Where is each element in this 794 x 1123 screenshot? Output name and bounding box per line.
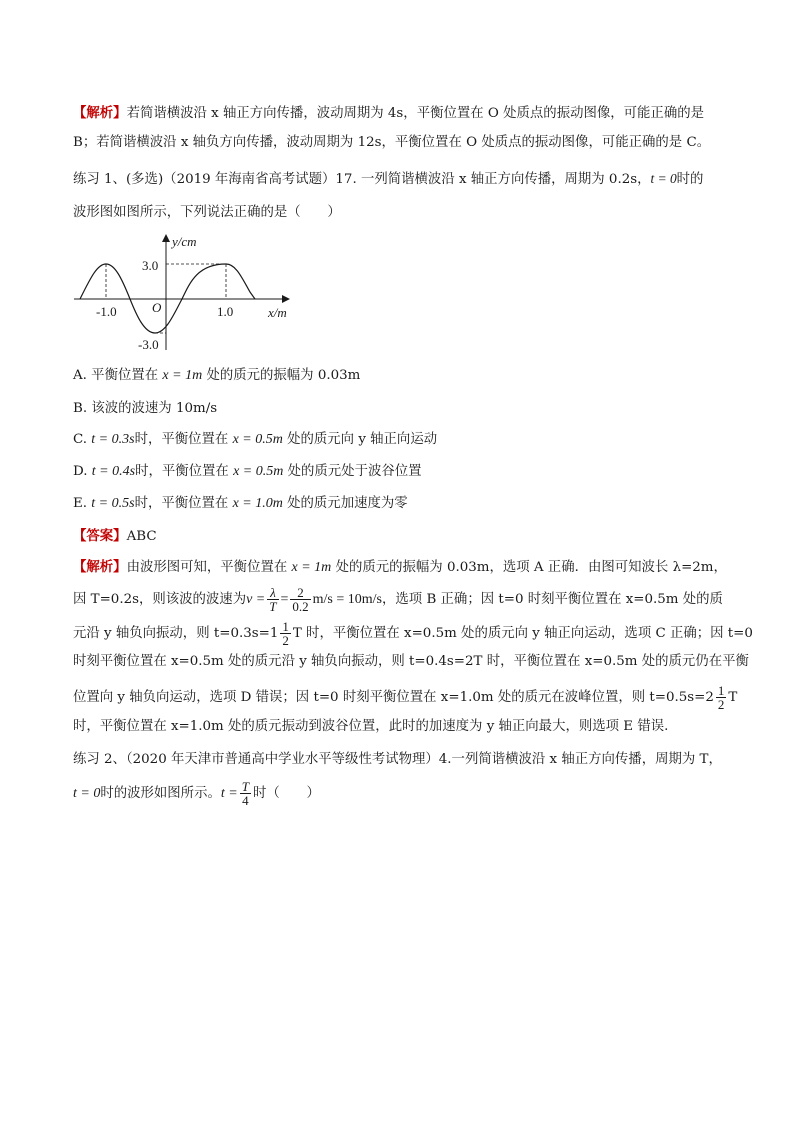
option-c-label: C.: [73, 432, 92, 447]
option-c-math: x = 0.5m: [232, 432, 283, 447]
velocity-result: m/s = 10m/s: [312, 592, 383, 607]
x-axis-label: x/m: [268, 305, 287, 320]
fraction-numerator: λ: [267, 586, 278, 600]
option-c-mid: 时，平衡位置在: [134, 432, 229, 447]
analysis-tag: 【解析】: [73, 559, 127, 575]
analysis-text: T: [728, 690, 738, 705]
option-d-mid: 时，平衡位置在: [135, 464, 229, 479]
option-a: [73, 367, 360, 385]
option-d-time: t = 0.4s: [91, 464, 136, 479]
exercise-2-question: 时（ ）: [252, 786, 320, 801]
option-e-mid: 时，平衡位置在: [134, 496, 229, 511]
exercise-2-text: 时的波形如图所示。: [100, 786, 221, 801]
exercise-1-stem-end: 时的: [676, 172, 704, 187]
option-d: [73, 463, 422, 481]
option-d-text: 处的质元处于波谷位置: [287, 464, 422, 479]
analysis-line-5: [73, 684, 737, 711]
analysis-text: 位置向 y 轴负向运动，选项 D 错误；因 t=0 时刻平衡位置在 x=1.0m 处的质元在波峰位置，则 t=0.5s=2: [73, 690, 714, 705]
y-tick-negative: -3.0: [138, 337, 159, 352]
analysis-line-1: [73, 558, 727, 577]
exercise-1-line-2: [73, 204, 341, 222]
exercise-2-stem: 练习 2、（2020 年天津市普通高中学业水平等级性考试物理）4.一列简谐横波沿 x 轴正方向传播，周期为 T，: [73, 752, 722, 767]
option-c-text: 处的质元向 y 轴正向运动: [287, 432, 438, 447]
analysis-tag: 【解析】: [73, 105, 127, 121]
option-d-label: D.: [73, 464, 92, 479]
equals-sign: =: [280, 592, 289, 607]
answer-value: ABC: [126, 529, 157, 544]
analysis-prev-line-1: [73, 104, 704, 123]
option-c: [73, 431, 437, 449]
fraction-denominator: 2: [717, 697, 725, 712]
option-e-math: x = 1.0m: [232, 496, 283, 511]
option-e: [73, 495, 408, 513]
analysis-prev-line-2: [73, 134, 710, 152]
t-equals: t =: [220, 786, 238, 801]
t-equals-zero: t = 0: [73, 786, 101, 801]
option-b: [73, 400, 217, 418]
exercise-1-question: 波形图如图所示，下列说法正确的是（ ）: [73, 205, 341, 220]
fraction-denominator: T: [269, 599, 277, 614]
answer-line: [73, 527, 157, 546]
analysis-text: T 时，平衡位置在 x=0.5m 处的质元向 y 轴正向运动，选项 C 正确；因 t=0: [292, 626, 753, 641]
fraction-one-half: [716, 684, 727, 711]
t-equals-zero: t = 0: [650, 171, 677, 186]
analysis-text: 时，平衡位置在 x=1.0m 处的质元振动到波谷位置，此时的加速度为 y 轴正向最大，则选项 E 错误.: [73, 719, 669, 734]
answer-tag: 【答案】: [73, 528, 127, 544]
fraction-2-over-0.2: [290, 586, 310, 613]
analysis-text: 若简谐横波沿 x 轴正方向传播，波动周期为 4s，平衡位置在 O 处质点的振动图像，可能正确的是: [126, 106, 704, 121]
analysis-text: 因 T=0.2s，则该波的波速为: [73, 592, 247, 607]
x-tick-negative: -1.0: [96, 304, 117, 319]
option-a-label: A. 平衡位置在: [73, 368, 159, 383]
origin-label: O: [152, 300, 162, 315]
analysis-line-3: [73, 620, 753, 647]
option-b-text: B. 该波的波速为 10m/s: [73, 401, 218, 416]
fraction-numerator: T: [241, 779, 249, 794]
fraction-numerator: 1: [282, 619, 289, 634]
option-e-time: t = 0.5s: [91, 496, 135, 511]
analysis-text: ，选项 B 正确；因 t=0 时刻平衡位置在 x=0.5m 处的质: [382, 592, 723, 607]
wave-graph: [66, 232, 306, 356]
option-a-math: x = 1m: [162, 368, 203, 383]
analysis-line-6: [73, 718, 668, 736]
fraction-denominator: 0.2: [292, 599, 309, 614]
y-tick-positive: 3.0: [142, 258, 159, 273]
fraction-numerator: 1: [717, 683, 725, 698]
option-a-text: 处的质元的振幅为 0.03m: [206, 368, 361, 383]
analysis-line-2: [73, 586, 723, 613]
exercise-1-stem: 练习 1、(多选)（2019 年海南省高考试题）17. 一列简谐横波沿 x 轴正方向传播，周期为 0.2s，: [73, 172, 651, 187]
velocity-symbol: v =: [246, 592, 266, 607]
option-c-time: t = 0.3s: [91, 432, 135, 447]
y-axis-label: y/cm: [172, 234, 197, 249]
analysis-text: 元沿 y 轴负向振动，则 t=0.3s=1: [73, 626, 279, 641]
analysis-line-4: [73, 653, 749, 671]
analysis-text: 由波形图可知，平衡位置在: [126, 560, 288, 575]
fraction-numerator: 2: [290, 586, 310, 600]
option-e-text: 处的质元加速度为零: [287, 496, 408, 511]
fraction-T-over-4: [240, 780, 251, 807]
exercise-2-line-1: [73, 751, 722, 769]
exercise-2-line-2: [73, 780, 320, 807]
analysis-text: 处的质元的振幅为 0.03m，选项 A 正确．由图可知波长 λ=2m，: [335, 560, 727, 575]
option-d-math: x = 0.5m: [233, 464, 284, 479]
fraction-one-half: [280, 620, 291, 647]
exercise-1-line-1: [73, 170, 703, 189]
analysis-text: 时刻平衡位置在 x=0.5m 处的质元沿 y 轴负向振动，则 t=0.4s=2T 时，平衡位置在 x=0.5m 处的质元仍在平衡: [73, 654, 749, 669]
analysis-math: x = 1m: [291, 560, 332, 575]
option-e-label: E.: [73, 496, 92, 511]
fraction-lambda-over-T: [267, 586, 278, 613]
fraction-denominator: 2: [282, 633, 289, 648]
x-tick-positive: 1.0: [217, 304, 234, 319]
fraction-denominator: 4: [242, 793, 249, 808]
analysis-text: B；若简谐横波沿 x 轴负方向传播，波动周期为 12s，平衡位置在 O 处质点的振动图像，可能正确的是 C。: [73, 135, 711, 150]
